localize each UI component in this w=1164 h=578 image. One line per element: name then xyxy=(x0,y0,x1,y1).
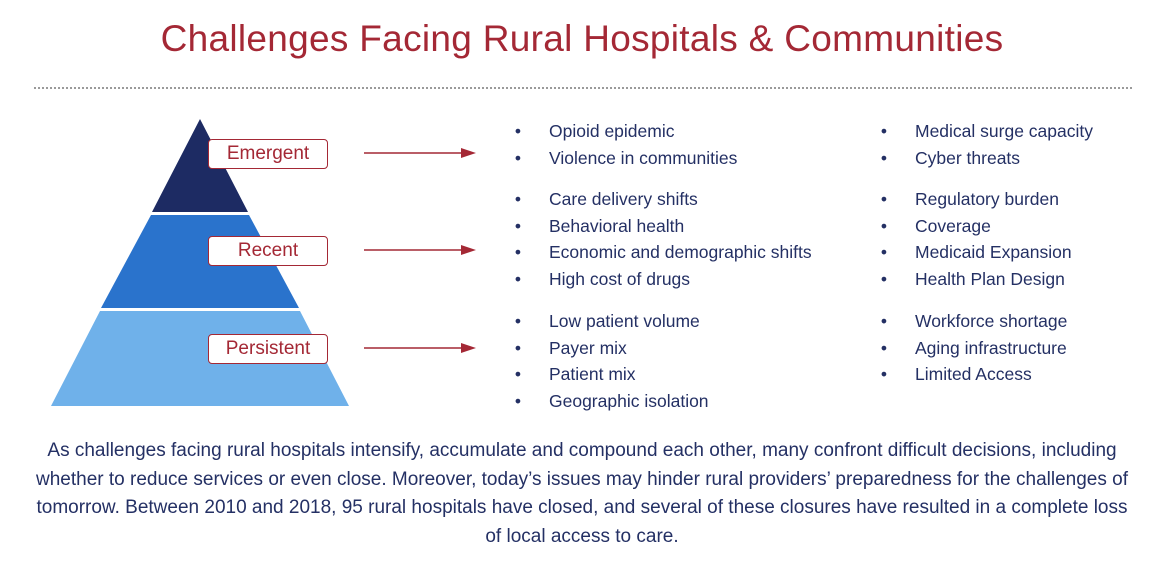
list-item: • Economic and demographic shifts xyxy=(513,239,812,266)
recent-list-left xyxy=(513,186,812,292)
list-item: • Payer mix xyxy=(513,335,709,362)
list-item: • Health Plan Design xyxy=(879,266,1072,293)
bullet-icon: • xyxy=(880,337,888,358)
arrow-recent xyxy=(364,245,476,255)
list-item: • Limited Access xyxy=(879,361,1067,388)
list-item: • Behavioral health xyxy=(513,213,812,240)
list-item: • Regulatory burden xyxy=(879,186,1072,213)
bullet-icon: • xyxy=(880,242,888,262)
bullet-icon: • xyxy=(514,242,522,262)
list-item: • Geographic isolation xyxy=(513,388,709,415)
bullet-icon: • xyxy=(880,147,888,168)
emergent-list-left xyxy=(513,118,737,171)
bullet-icon: • xyxy=(514,311,522,331)
list-item: • Cyber threats xyxy=(879,145,1093,172)
list-item: • Low patient volume xyxy=(513,308,709,335)
list-item: • Violence in communities xyxy=(513,145,737,172)
persistent-list-right xyxy=(879,308,1067,388)
page-title: Challenges Facing Rural Hospitals & Communities xyxy=(160,18,1004,59)
bullet-icon: • xyxy=(514,147,522,168)
emergent-list-right xyxy=(879,118,1093,171)
bullet-icon: • xyxy=(880,215,888,236)
list-item: • Medical surge capacity xyxy=(879,118,1093,145)
bullet-icon: • xyxy=(514,121,522,141)
bullet-icon: • xyxy=(880,268,888,289)
persistent-list-left xyxy=(513,308,709,414)
bullet-icon: • xyxy=(880,121,888,141)
bullet-icon: • xyxy=(880,364,888,384)
list-item: • Workforce shortage xyxy=(879,308,1067,335)
bullet-icon: • xyxy=(880,189,888,209)
bullet-icon: • xyxy=(514,390,522,411)
list-item: • Coverage xyxy=(879,213,1072,240)
bullet-icon: • xyxy=(514,337,522,358)
tier-label-recent: Recent xyxy=(208,236,328,266)
list-item: • Care delivery shifts xyxy=(513,186,812,213)
recent-list-right xyxy=(879,186,1072,292)
bullet-icon: • xyxy=(514,364,522,384)
bullet-icon: • xyxy=(514,189,522,209)
arrow-persistent xyxy=(364,343,476,353)
list-item: • Medicaid Expansion xyxy=(879,239,1072,266)
bullet-icon: • xyxy=(514,215,522,236)
caption-paragraph: As challenges facing rural hospitals intensify, accumulate and compound each other, many confront difficult decisions, including whether to reduce services or even close. Moreover, today’s issues may hinder rural providers’ preparedness for the challenges of tomorrow. Between 2010 and 2018, 95 rural hospitals have closed, and several of these closures have resulted in a complete loss of local access to care. xyxy=(36,440,1128,547)
arrow-emergent xyxy=(364,148,476,158)
tier-label-emergent: Emergent xyxy=(208,139,328,169)
list-item: • High cost of drugs xyxy=(513,266,812,293)
list-item: • Opioid epidemic xyxy=(513,118,737,145)
list-item: • Aging infrastructure xyxy=(879,335,1067,362)
tier-label-persistent: Persistent xyxy=(208,334,328,364)
bullet-icon: • xyxy=(880,311,888,331)
list-item: • Patient mix xyxy=(513,361,709,388)
bullet-icon: • xyxy=(514,268,522,289)
